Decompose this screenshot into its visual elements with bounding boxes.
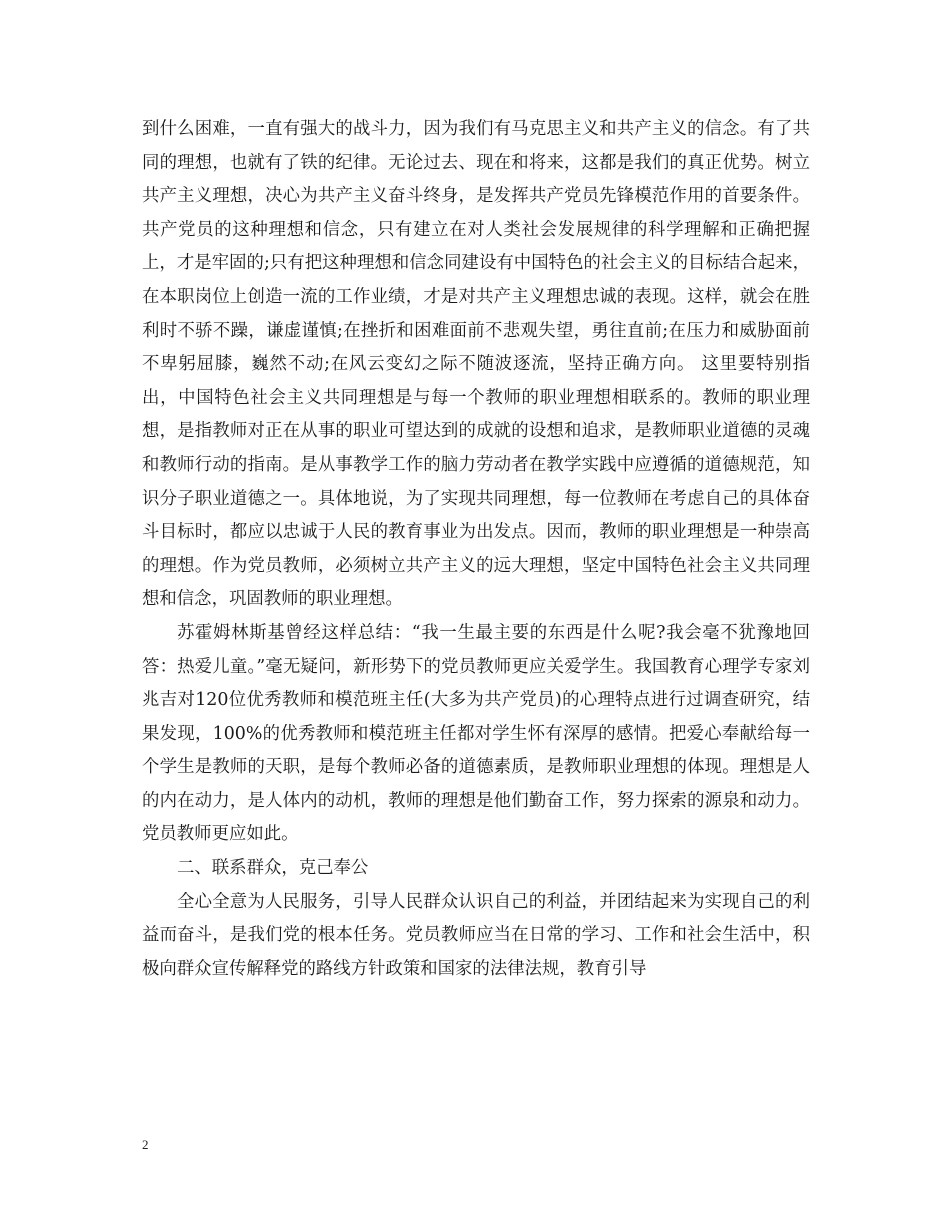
section-heading: 二、联系群众，克己奉公 — [177, 858, 369, 879]
document-body — [142, 113, 810, 986]
paragraph-serve-people: 全心全意为人民服务，引导人民群众认识自己的利益，并团结起来为实现自己的利益而奋斗，是我们党的根本任务。党员教师应当在日常的学习、工作和社会生活中，积极向群众宣传解释党的路线方针政策和国家的法律法规，教育引导 — [142, 891, 810, 979]
page-number: 2 — [142, 1137, 149, 1152]
paragraph-sukhomlinsky-quote: 苏霍姆林斯基曾经这样总结：“我一生最主要的东西是什么呢?我会毫不犹豫地回答：热爱儿童。”毫无疑问，新形势下的党员教师更应关爱学生。我国教育心理学专家刘兆吉对120位优秀教师和模范班主任(大多为共产党员)的心理特点进行过调查研究，结果发现，100%的优秀教师和模范班主任都对学生怀有深厚的感情。把爱心奉献给每一个学生是教师的天职，是每个教师必备的道德素质，是教师职业理想的体现。理想是人的内在动力，是人体内的动机，教师的理想是他们勤奋工作，努力探索的源泉和动力。党员教师更应如此。 — [142, 622, 810, 845]
paragraph-continuation: 到什么困难，一直有强大的战斗力，因为我们有马克思主义和共产主义的信念。有了共同的理想，也就有了铁的纪律。无论过去、现在和将来，这都是我们的真正优势。树立共产主义理想，决心为共产主义奋斗终身，是发挥共产党员先锋模范作用的首要条件。共产党员的这种理想和信念，只有建立在对人类社会发展规律的科学理解和正确把握上，才是牢固的;只有把这种理想和信念同建设有中国特色的社会主义的目标结合起来，在本职岗位上创造一流的工作业绩，才是对共产主义理想忠诚的表现。这样，就会在胜利时不骄不躁，谦虚谨慎;在挫折和困难面前不悲观失望，勇往直前;在压力和威胁面前不卑躬屈膝，巍然不动;在风云变幻之际不随波逐流，坚持正确方向。 这里要特别指出，中国特色社会主义共同理想是与每一个教师的职业理想相联系的。教师的职业理想，是指教师对正在从事的职业可望达到的成就的设想和追求，是教师职业道德的灵魂和教师行动的指南。是从事教学工作的脑力劳动者在教学实践中应遵循的道德规范，知识分子职业道德之一。具体地说，为了实现共同理想，每一位教师在考虑自己的具体奋斗目标时，都应以忠诚于人民的教育事业为出发点。因而，教师的职业理想是一种崇高的理想。作为党员教师，必须树立共产主义的远大理想，坚定中国特色社会主义共同理想和信念，巩固教师的职业理想。 — [142, 119, 810, 610]
